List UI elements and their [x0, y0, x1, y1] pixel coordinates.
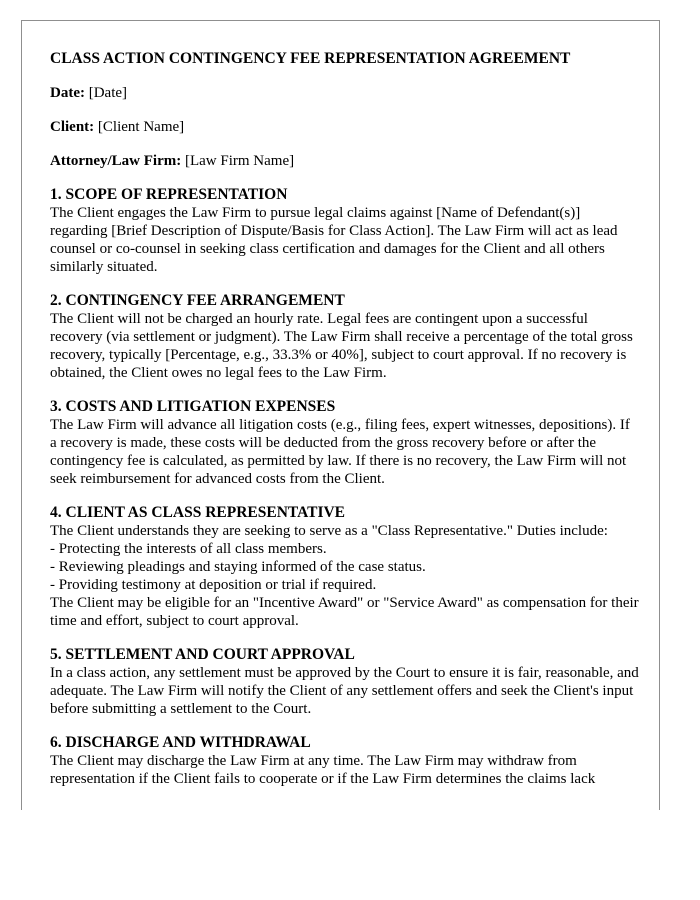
- section-scope: [50, 186, 640, 276]
- client-value: [Client Name]: [97, 119, 185, 135]
- section-heading: 1. SCOPE OF REPRESENTATION: [50, 186, 288, 203]
- section-body: The Client engages the Law Firm to pursue legal claims against [Name of Defendant(s)] regarding [Brief Description of Dispute/Basis for Class Action]. The Law Firm will act as lead counsel or co-counsel in seeking class certification and damages for the Client and all others similarly situated.: [50, 205, 618, 275]
- section-heading: 5. SETTLEMENT AND COURT APPROVAL: [50, 646, 355, 663]
- section-body: In a class action, any settlement must be approved by the Court to ensure it is fair, reasonable, and adequate. The Law Firm will notify the Client of any settlement offers and seek the Client's input before submitting a settlement to the Court.: [50, 665, 639, 717]
- document-content: [50, 49, 640, 804]
- firm-line: [50, 152, 640, 170]
- duty-list-item: - Reviewing pleadings and staying informed of the case status.: [50, 559, 426, 575]
- section-heading: 6. DISCHARGE AND WITHDRAWAL: [50, 734, 311, 751]
- duty-list-item: - Providing testimony at deposition or trial if required.: [50, 577, 377, 593]
- section-body: The Law Firm will advance all litigation costs (e.g., filing fees, expert witnesses, depositions). If a recovery is made, these costs will be deducted from the gross recovery before or after the contingency fee is calculated, as permitted by law. If there is no recovery, the Law Firm will not seek reimbursement for advanced costs from the Client.: [50, 417, 630, 487]
- date-line: [50, 84, 640, 102]
- section-outro: The Client may be eligible for an "Incentive Award" or "Service Award" as compensation for their time and effort, subject to court approval.: [50, 595, 639, 629]
- section-heading: 2. CONTINGENCY FEE ARRANGEMENT: [50, 292, 345, 309]
- section-intro: The Client understands they are seeking to serve as a "Class Representative." Duties include:: [50, 523, 608, 539]
- section-heading: 4. CLIENT AS CLASS REPRESENTATIVE: [50, 504, 346, 521]
- section-body: The Client may discharge the Law Firm at any time. The Law Firm may withdraw from representation if the Client fails to cooperate or if the Law Firm determines the claims lack: [50, 753, 596, 787]
- section-discharge: [50, 734, 640, 788]
- duty-list-item: - Protecting the interests of all class members.: [50, 541, 327, 557]
- client-line: [50, 118, 640, 136]
- section-heading: 3. COSTS AND LITIGATION EXPENSES: [50, 398, 336, 415]
- document-title: CLASS ACTION CONTINGENCY FEE REPRESENTATION AGREEMENT: [50, 50, 571, 67]
- section-body: The Client will not be charged an hourly rate. Legal fees are contingent upon a successful recovery (via settlement or judgment). The Law Firm shall receive a percentage of the total gross recovery, typically [Percentage, e.g., 33.3% or 40%], subject to court approval. If no recovery is obtained, the Client owes no legal fees to the Law Firm.: [50, 311, 633, 381]
- date-value: [Date]: [88, 85, 128, 101]
- client-label: Client:: [50, 119, 95, 135]
- section-contingency-fee: [50, 292, 640, 382]
- date-label: Date:: [50, 85, 85, 101]
- section-class-representative: [50, 504, 640, 630]
- firm-label: Attorney/Law Firm:: [50, 153, 182, 169]
- document-page: [21, 20, 660, 810]
- firm-value: [Law Firm Name]: [184, 153, 295, 169]
- section-settlement: [50, 646, 640, 718]
- section-costs: [50, 398, 640, 488]
